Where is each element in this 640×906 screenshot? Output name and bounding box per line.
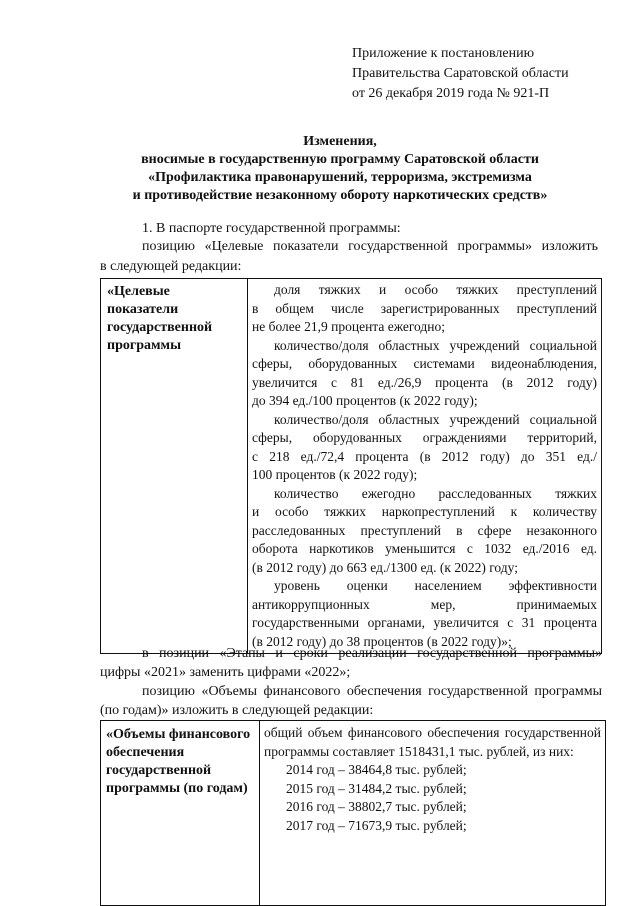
funding-label-cell: [101, 721, 260, 906]
content-line: оборота наркотиков уменьшится с 1032 ед./2016 ед.: [252, 541, 597, 556]
content-line: увеличится с 81 ед./26,9 процента (в 2012 году): [252, 374, 597, 390]
paragraph-line: (по годам)» изложить в следующей редакции:: [100, 703, 374, 718]
content-line: доля тяжких и особо тяжких преступлений: [274, 282, 597, 297]
funding-content-cell: [260, 721, 606, 906]
content-line: программы составляет 1518431,1 тыс. рублей, из них:: [264, 743, 574, 759]
label-line: государственной: [106, 763, 212, 778]
content-line: 2014 год – 38464,8 тыс. рублей;: [286, 762, 467, 777]
content-line: количество/доля областных учреждений социальной: [274, 337, 597, 353]
content-line: уровень оценки населением эффективности: [274, 578, 597, 593]
content-line: (в 2012 году) до 38 процентов (в 2022 году)»;: [252, 633, 512, 649]
paragraph-line: в следующей редакции:: [100, 259, 242, 274]
paragraph-line: позицию «Объемы финансового обеспечения государственной программы: [142, 684, 602, 699]
content-line: общий объем финансового обеспечения государственной: [264, 725, 601, 740]
label-line: показатели: [107, 302, 179, 317]
content-line: 2015 год – 31484,2 тыс. рублей;: [286, 780, 467, 796]
label-line: обеспечения: [106, 745, 185, 760]
content-line: количество/доля областных учреждений социальной: [274, 411, 597, 427]
content-line: государственными органами, увеличится с 31 процента: [252, 615, 597, 630]
title-line: и противодействие незаконному обороту наркотических средств»: [132, 188, 548, 203]
appendix-line: от 26 декабря 2019 года № 921-П: [352, 86, 550, 101]
label-line: «Целевые: [107, 284, 170, 299]
targets-label-cell: [101, 279, 248, 654]
label-line: «Объемы финансового: [106, 727, 251, 742]
content-line: 100 процентов (к 2022 году);: [252, 467, 418, 482]
content-line: 2016 год – 38802,7 тыс. рублей;: [286, 799, 467, 814]
content-line: 2017 год – 71673,9 тыс. рублей;: [286, 817, 467, 833]
label-line: государственной: [107, 320, 213, 335]
title-line: «Профилактика правонарушений, терроризма, экстремизма: [148, 170, 532, 185]
paragraph-line: позицию «Целевые показатели государственной программы» изложить: [142, 239, 598, 254]
paragraph-line: цифры «2021» заменить цифрами «2022»;: [100, 665, 351, 680]
content-line: до 394 ед./100 процентов (к 2022 году);: [252, 393, 478, 408]
appendix-header: [352, 44, 569, 104]
targets-table: [100, 278, 602, 654]
content-line: в общем числе зарегистрированных преступлений: [252, 300, 597, 316]
title-line: вносимые в государственную программу Саратовской области: [141, 152, 539, 167]
content-line: расследованных преступлений в сфере незаконного: [252, 522, 597, 538]
content-line: антикоррупционных мер, принимаемых: [252, 596, 597, 612]
content-line: сферы, оборудованных ограждениями территорий,: [252, 430, 597, 445]
appendix-line: Приложение к постановлению: [352, 46, 535, 61]
document-title: [100, 133, 580, 205]
title-line: Изменения,: [303, 134, 377, 149]
content-line: количество ежегодно расследованных тяжких: [274, 485, 597, 501]
paragraph-line: в позиции «Этапы и сроки реализации государственной программы»: [142, 646, 602, 661]
targets-content-cell: [248, 279, 602, 654]
item-1: 1. В паспорте государственной программы:: [142, 221, 401, 236]
funding-table: [100, 720, 606, 906]
label-line: программы: [107, 338, 181, 353]
appendix-line: Правительства Саратовской области: [352, 66, 569, 81]
content-line: с 218 ед./72,4 процента (в 2012 году) до 351 ед./: [252, 448, 597, 464]
content-line: и особо тяжких наркопреступлений к количеству: [252, 504, 597, 519]
label-line: программы (по годам): [106, 781, 248, 796]
content-line: не более 21,9 процента ежегодно;: [252, 319, 446, 334]
content-line: сферы, оборудованных системами видеонаблюдения,: [252, 356, 597, 371]
content-line: (в 2012 году) до 663 ед./1300 ед. (к 2022) году;: [252, 559, 518, 575]
